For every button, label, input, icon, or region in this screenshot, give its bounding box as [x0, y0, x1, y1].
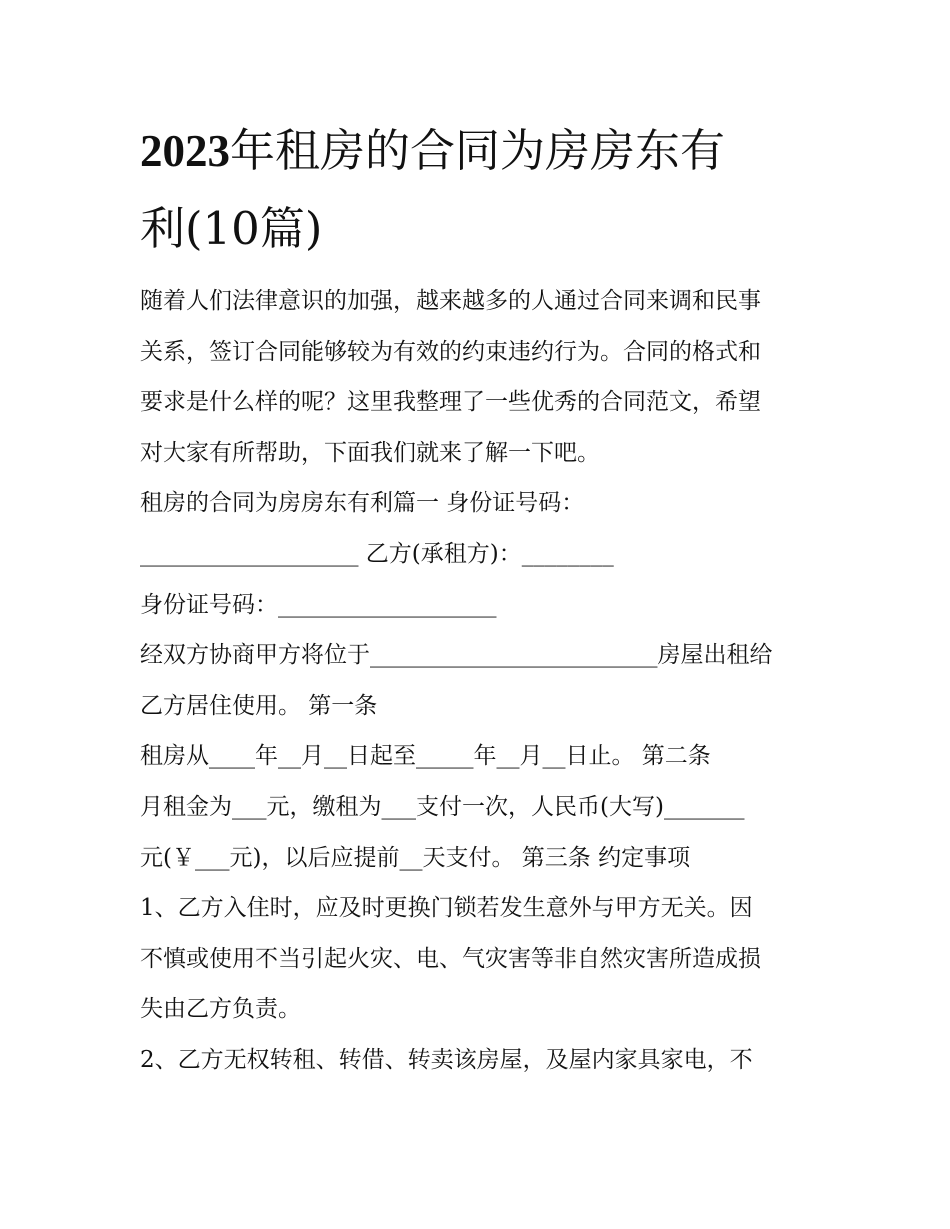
body-line: 月租金为___元，缴租为___支付一次，人民币(大写)_______: [140, 793, 745, 820]
body-line: ___________________ 乙方(承租方)：________: [140, 540, 614, 567]
body-line: 要求是什么样的呢？这里我整理了一些优秀的合同范文，希望: [140, 389, 761, 416]
body-line: 元(￥___元)，以后应提前__天支付。 第三条 约定事项: [140, 844, 691, 871]
body-line: 不慎或使用不当引起火灾、电、气灾害等非自然灾害所造成损: [140, 945, 761, 972]
document-body: [140, 276, 820, 1086]
title-year: 2023: [140, 126, 230, 176]
title-line-2: [140, 190, 820, 268]
body-line: 1、乙方入住时，应及时更换门锁若发生意外与甲方无关。因: [140, 895, 753, 922]
body-line: 租房的合同为房房东有利篇一 身份证号码：: [140, 490, 585, 517]
body-line: 乙方居住使用。 第一条: [140, 692, 378, 719]
body-line: 2、乙方无权转租、转借、转卖该房屋，及屋内家具家电，不: [140, 1046, 753, 1073]
body-line: 身份证号码：___________________: [140, 591, 497, 618]
body-line: 随着人们法律意识的加强，越来越多的人通过合同来调和民事: [140, 288, 761, 314]
body-line: 失由乙方负责。: [140, 996, 301, 1023]
body-line: 关系，签订合同能够较为有效的约束违约行为。合同的格式和: [140, 338, 761, 365]
title-line-1: [140, 112, 820, 190]
document-title: [140, 112, 820, 268]
body-line: 租房从____年__月__日起至_____年__月__日止。 第二条: [140, 743, 711, 770]
body-line: 经双方协商甲方将位于_________________________房屋出租给: [140, 642, 773, 669]
title-text-1: 年租房的合同为房房东有: [230, 124, 726, 177]
body-line: 对大家有所帮助，下面我们就来了解一下吧。: [140, 439, 600, 466]
title-text-2: 利(10篇): [140, 202, 323, 255]
